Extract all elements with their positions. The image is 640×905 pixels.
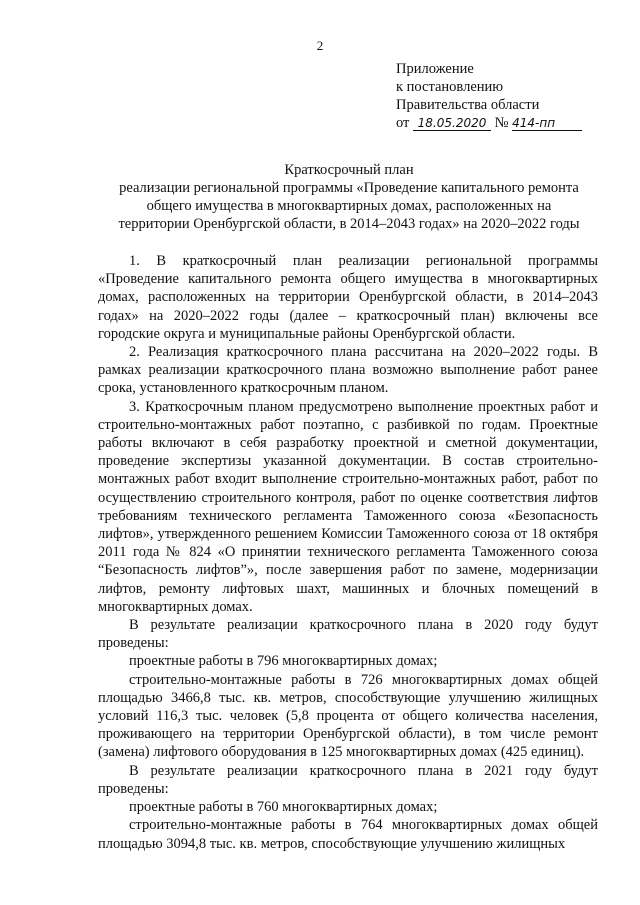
- document-title: [96, 161, 602, 233]
- title-line-1: Краткосрочный план: [284, 162, 414, 178]
- handwritten-date: 18.05.2020: [413, 116, 491, 131]
- paragraph-results-2021: В результате реализации краткосрочного плана в 2021 году будут проведены:: [98, 762, 598, 797]
- number-label: №: [494, 115, 509, 131]
- appendix-line-3: Правительства области: [396, 97, 540, 113]
- paragraph-2: 2. Реализация краткосрочного плана рассчитана на 2020–2022 годы. В рамках реализации краткосрочного плана возможно выполнение работ ранее срока, установленного краткосрочным планом.: [98, 344, 598, 397]
- appendix-line-1: Приложение: [396, 61, 474, 77]
- appendix-line-2: к постановлению: [396, 79, 504, 95]
- list-item-design-2021: проектные работы в 760 многоквартирных домах;: [129, 799, 438, 816]
- page-number: 2: [316, 38, 324, 53]
- list-item-construction-2021: строительно-монтажные работы в 764 многоквартирных домах общей площадью 3094,8 тыс. кв. метров, способствующие улучшению жилищных: [98, 817, 598, 852]
- document-body: [98, 252, 598, 853]
- paragraph-3: 3. Краткосрочным планом предусмотрено выполнение проектных работ и строительно-монтажных работ поэтапно, с разбивкой по годам. Проектные работы включают в себя разработку проектной и сметной документации, проведение экспертизы указанной документации. В состав строительно-монтажных работ входит выполнение строительно-монтажных работ, работ по осуществлению строительного контроля, работ по оценке соответствия лифтов требованиям технического регламента Таможенного союза «Безопасность лифтов», утвержденного решением Комиссии Таможенного союза от 18 октября 2011 года № 824 «О принятии технического регламента Таможенного союза “Безопасность лифтов”», после завершения работ по замене, модернизации лифтов, ремонту лифтовых шахт, машинных и блочных помещений в многоквартирных домах.: [98, 398, 598, 615]
- paragraph-results-2020: В результате реализации краткосрочного плана в 2020 году будут проведены:: [98, 617, 598, 652]
- title-line-2: реализации региональной программы «Проведение капитального ремонта: [119, 180, 579, 196]
- list-item-construction-2020: строительно-монтажные работы в 726 многоквартирных домах общей площадью 3466,8 тыс. кв. метров, способствующие улучшению жилищных условий 116,3 тыс. человек (5,8 процента от общего количества населения, проживающего на территории Оренбургской области), в том числе ремонт (замена) лифтового оборудования в 125 многоквартирных домах (425 единиц).: [98, 671, 598, 761]
- from-label: от: [396, 115, 410, 131]
- title-line-3: общего имущества в многоквартирных домах, расположенных на: [146, 198, 552, 214]
- appendix-block: [396, 60, 582, 132]
- list-item-design-2020: проектные работы в 796 многоквартирных домах;: [129, 653, 438, 670]
- paragraph-1: 1. В краткосрочный план реализации региональной программы «Проведение капитального ремонта общего имущества в многоквартирных домах, расположенных на территории Оренбургской области, в 2014–2043 годах» на 2020–2022 годы (далее – краткосрочный план) включены все городские округа и муниципальные районы Оренбургской области.: [98, 253, 598, 342]
- title-line-4: территории Оренбургской области, в 2014–2043 годах» на 2020–2022 годы: [118, 216, 580, 232]
- handwritten-number: 414-пп: [512, 116, 582, 131]
- appendix-date-number-line: [396, 114, 582, 132]
